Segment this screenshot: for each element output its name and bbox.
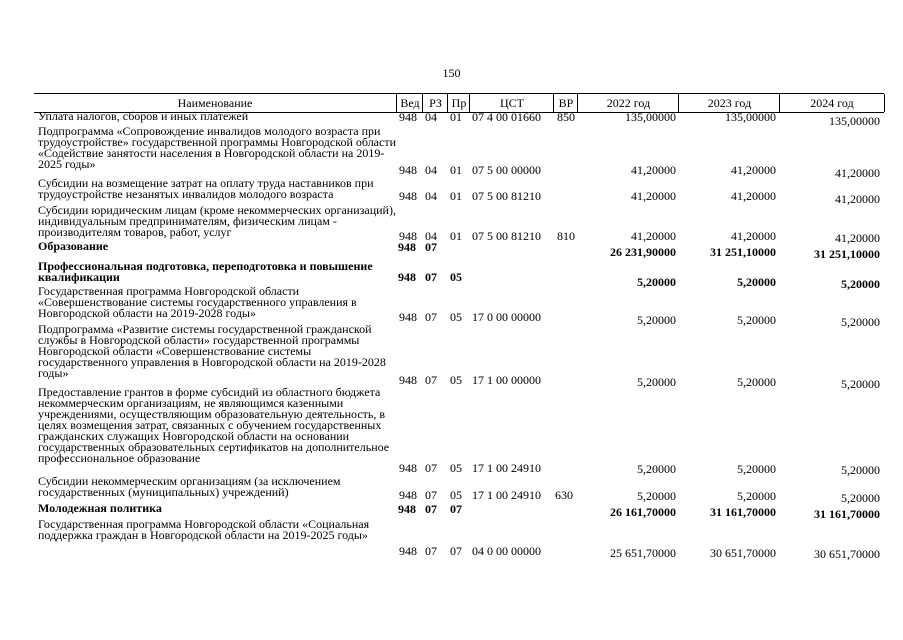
row-2023: 5,20000 — [737, 489, 776, 503]
row-2023: 41,20000 — [731, 189, 776, 203]
row-name: Субсидии юридическим лицам (кроме некоммерческих организаций), индивидуальным предпринимателям, физическим лицам - производителям товаров, работ, услуг — [38, 203, 396, 239]
row-2024: 5,20000 — [841, 377, 880, 391]
row-cst: 07 5 00 00000 — [472, 163, 541, 177]
row-pr: 01 — [450, 189, 462, 203]
row-2022: 135,00000 — [625, 110, 676, 124]
row-cst: 17 1 00 24910 — [472, 461, 541, 475]
row-ved: 948 — [399, 310, 417, 324]
row-2022: 41,20000 — [631, 189, 676, 203]
row-2024: 41,20000 — [835, 192, 880, 206]
row-2023: 135,00000 — [725, 110, 776, 124]
row-pr: 05 — [450, 488, 462, 502]
row-2023: 31 161,70000 — [710, 505, 776, 519]
row-pr: 01 — [450, 110, 462, 124]
header-name: Наименование — [177, 96, 253, 110]
row-rz: 07 — [425, 488, 437, 502]
row-2024: 5,20000 — [841, 491, 880, 505]
row-cst: 17 1 00 24910 — [472, 488, 541, 502]
header-2023: 2023 год — [678, 94, 780, 112]
row-ved: 948 — [399, 488, 417, 502]
row-vr: 810 — [557, 229, 575, 243]
row-ved: 948 — [399, 229, 417, 243]
header-2022: 2022 год — [577, 94, 679, 112]
row-ved: 948 — [398, 270, 416, 284]
row-2023: 5,20000 — [737, 275, 776, 289]
row-2024: 31 161,70000 — [814, 507, 880, 521]
row-2024: 5,20000 — [841, 277, 880, 291]
row-name: Молодежная политика — [38, 501, 162, 515]
row-ved: 948 — [399, 189, 417, 203]
header-cst: ЦСТ — [469, 94, 554, 112]
row-name: Подпрограмма «Развитие системы государственной гражданской службы в Новгородской области» государственной программы Новгородской области «Совершенствование системы государственного управления в Новгородской области на 2019-2028 годы» — [38, 322, 386, 380]
row-2022: 5,20000 — [637, 462, 676, 476]
row-2022: 5,20000 — [637, 375, 676, 389]
row-2022: 26 161,70000 — [610, 505, 676, 519]
header-pr: Пр — [447, 94, 470, 112]
row-cst: 07 4 00 01660 — [472, 110, 541, 124]
row-2022: 5,20000 — [637, 313, 676, 327]
row-name: Государственная программа Новгородской области «Социальная поддержка граждан в Новгородской области на 2019-2025 годы» — [38, 517, 370, 542]
row-2022: 41,20000 — [631, 229, 676, 243]
row-pr: 05 — [450, 270, 462, 284]
row-2023: 5,20000 — [737, 313, 776, 327]
row-rz: 07 — [425, 240, 437, 254]
row-cst: 07 5 00 81210 — [472, 189, 541, 203]
row-name: Предоставление грантов в форме субсидий из областного бюджета некоммерческим организациям, не являющимся казенными учреждениями, осуществляющим образовательную деятельность, в целях возмещения затрат, связанных с обучением государственных гражданских служащих Новгородской области на основании государственных образовательных сертификатов на дополнительное профессиональное образование — [38, 385, 390, 465]
row-pr: 01 — [450, 163, 462, 177]
header-vr: ВР — [553, 94, 578, 112]
row-2024: 41,20000 — [835, 166, 880, 180]
row-cst: 17 0 00 00000 — [472, 310, 541, 324]
row-rz: 04 — [425, 110, 437, 124]
row-rz: 04 — [425, 229, 437, 243]
row-name: Образование — [38, 239, 109, 253]
row-name: Уплата налогов, сборов и иных платежей — [38, 109, 249, 123]
row-2024: 5,20000 — [841, 315, 880, 329]
row-ved: 948 — [398, 502, 416, 516]
row-pr: 05 — [450, 461, 462, 475]
row-2022: 25 651,70000 — [610, 546, 676, 560]
row-2023: 5,20000 — [737, 462, 776, 476]
row-name: Подпрограмма «Сопровождение инвалидов молодого возраста при трудоустройстве» государственной программы Новгородской области «Содействие занятости населения в Новгородской области на 2019-2025 годы» — [38, 124, 396, 171]
row-rz: 04 — [425, 189, 437, 203]
row-2023: 30 651,70000 — [710, 546, 776, 560]
row-cst: 17 1 00 00000 — [472, 373, 541, 387]
row-vr: 850 — [557, 110, 575, 124]
row-2023: 5,20000 — [737, 375, 776, 389]
row-pr: 05 — [450, 373, 462, 387]
row-2024: 41,20000 — [835, 231, 880, 245]
row-2023: 31 251,10000 — [710, 245, 776, 259]
row-2024: 30 651,70000 — [814, 547, 880, 561]
row-pr: 05 — [450, 310, 462, 324]
row-ved: 948 — [398, 240, 416, 254]
row-rz: 07 — [425, 373, 437, 387]
row-rz: 07 — [425, 270, 437, 284]
row-2022: 5,20000 — [637, 275, 676, 289]
row-2024: 135,00000 — [829, 114, 880, 128]
row-2022: 26 231,90000 — [610, 245, 676, 259]
row-2024: 31 251,10000 — [814, 247, 880, 261]
row-2023: 41,20000 — [731, 163, 776, 177]
row-rz: 07 — [425, 461, 437, 475]
row-rz: 07 — [425, 310, 437, 324]
row-name: Государственная программа Новгородской области «Совершенствование системы государственного управления в Новгородской области на 2019-2028 годы» — [38, 284, 357, 320]
row-2022: 41,20000 — [631, 163, 676, 177]
row-pr: 01 — [450, 229, 462, 243]
row-rz: 07 — [425, 502, 437, 516]
row-vr: 630 — [555, 488, 573, 502]
row-name: Субсидии некоммерческим организациям (за исключением государственных (муниципальных) учреждений) — [38, 474, 341, 499]
row-2023: 41,20000 — [731, 229, 776, 243]
row-pr: 07 — [450, 544, 462, 558]
header-ved: Вед — [396, 94, 423, 112]
header-2024: 2024 год — [779, 94, 885, 112]
header-rz: РЗ — [422, 94, 448, 112]
row-ved: 948 — [399, 544, 417, 558]
row-2022: 5,20000 — [637, 489, 676, 503]
page-number: 150 — [442, 66, 461, 80]
row-rz: 04 — [425, 163, 437, 177]
row-ved: 948 — [399, 461, 417, 475]
row-pr: 07 — [450, 502, 462, 516]
row-ved: 948 — [399, 373, 417, 387]
row-ved: 948 — [399, 163, 417, 177]
row-2024: 5,20000 — [841, 463, 880, 477]
row-ved: 948 — [399, 110, 417, 124]
row-cst: 04 0 00 00000 — [472, 544, 541, 558]
row-name: Субсидии на возмещение затрат на оплату труда наставников при трудоустройстве незанятых инвалидов молодого возраста — [38, 176, 374, 201]
row-rz: 07 — [425, 544, 437, 558]
row-cst: 07 5 00 81210 — [472, 229, 541, 243]
row-name: Профессиональная подготовка, переподготовка и повышение квалификации — [38, 259, 373, 284]
